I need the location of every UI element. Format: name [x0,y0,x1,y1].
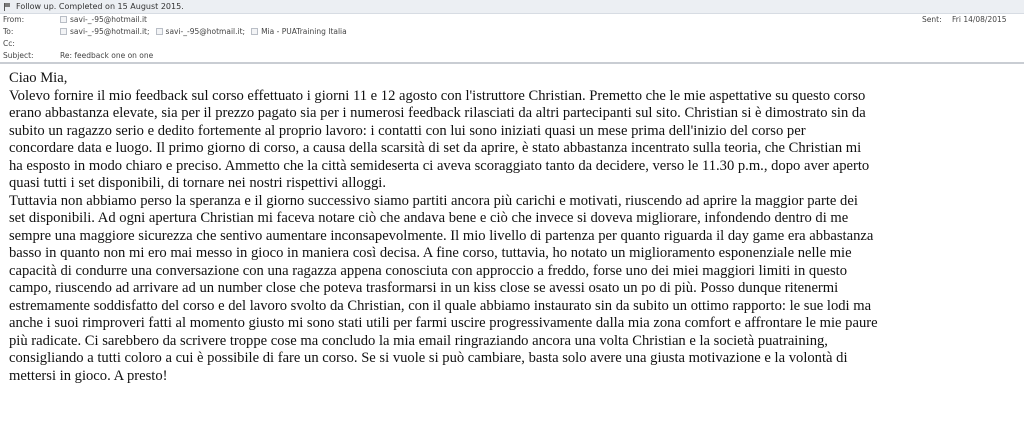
subject-row [3,50,153,61]
message-line: mettersi in gioco. A presto! [9,367,168,384]
message-line: estremamente soddisfatto del corso e del lavoro svolto da Christian, con il quale abbiamo instaurato sin da subito un ottimo rapporto: le sue lodi ma [9,297,872,314]
subject-value: Re: feedback one on one [60,51,154,60]
recipient-address: savi-_-95@hotmail.it; [165,27,246,36]
followup-text: Follow up. Completed on 15 August 2015. [16,2,184,11]
from-row [3,14,153,25]
cc-label: Cc: [3,39,15,48]
sender-contact[interactable] [60,15,147,24]
from-label: From: [3,15,25,24]
message-headers [0,14,1024,62]
message-line: sempre una maggiore sicurezza che sentivo aumentare inconsapevolmente. Il mio livello di partenza per quanto riguarda il day game era abbastanza [9,227,874,244]
contact-icon [60,16,67,23]
message-body [9,70,1021,385]
message-line: Ciao Mia, [9,70,68,86]
contact-icon [60,28,67,35]
message-line: erano abbastanza elevate, sia per il prezzo pagato sia per i numerosi feedback rilasciati da altri partecipanti sul sito. Christian si è dimostrato sin da [9,105,866,121]
sent-row [922,14,1018,25]
message-line: subito un ragazzo serio e dedito fortemente al proprio lavoro: i contatti con lui sono iniziati quasi un mese prima dell'inizio del corso per [9,122,806,139]
sent-label: Sent: [922,15,942,24]
message-line: Volevo fornire il mio feedback sul corso effettuato i giorni 11 e 12 agosto con l'istruttore Christian. Premetto che le mie aspettative su questo corso [9,87,866,104]
message-line: consigliando a tutti coloro a cui è possibile di fare un corso. Se si vuole si può cambiare, basta solo avere una giusta motivazione e la volontà di [9,350,848,366]
recipient-contact[interactable] [60,27,150,36]
sent-date: Fri 14/08/2015 [952,15,1007,24]
message-line: concordare data e luogo. Il primo giorno di corso, a causa della scarsità di set da aprire, è stato abbastanza incentrato sulla teoria, che Christian mi [9,140,862,156]
message-line: anche i suoi rimproveri fatti al momento giusto mi sono stati utili per farmi uscire progressivamente dalla mia zona comfort e affrontare le mie paure [9,315,878,331]
message-line: più radicate. Ci sarebbero da scrivere troppe cose ma concludo la mia email ringraziando ancora una volta Christian e la società puatraining, [9,332,828,349]
followup-bar [0,0,1024,14]
message-line: basso in quanto non mi ero mai messo in gioco in maniera così decisa. A fine corso, tuttavia, ho notato un miglioramento esponenziale nelle mie [9,245,852,261]
message-line: capacità di condurre una conversazione con una ragazza appena conosciuta con approccio a freddo, forse uno dei miei maggiori limiti in questo [9,262,847,279]
subject-label: Subject: [3,51,34,60]
contact-icon [251,28,258,35]
message-line: ha esposto in modo chiaro e preciso. Ammetto che la città semideserta ci aveva scoraggiato tanto da decidere, verso le 11.30 p.m., dopo aver aperto [9,157,870,174]
cc-row [3,38,60,49]
recipient-address: savi-_-95@hotmail.it; [70,27,150,36]
contact-icon [156,28,163,35]
sender-address: savi-_-95@hotmail.it [70,15,147,24]
to-row [3,26,353,37]
message-line: set disponibili. Ad ogni apertura Christian mi faceva notare ciò che andava bene e ciò che invece si doveva migliorare, infondendo dentro di me [9,210,849,226]
header-divider [0,62,1024,64]
recipient-address: Mia - PUATraining Italia [261,27,347,36]
recipient-contact[interactable] [251,27,347,36]
recipient-contact[interactable] [156,27,246,36]
to-label: To: [3,27,14,36]
message-line: Tuttavia non abbiamo perso la speranza e il giorno successivo siamo partiti ancora più carichi e motivati, riuscendo ad aprire la maggior parte dei [9,192,858,209]
message-line: quasi tutti i set disponibili, di tornare nei nostri rispettivi alloggi. [9,175,386,191]
message-line: campo, riuscendo ad arrivare ad un number close che poteva trasformarsi in un kiss close se avessi osato un po di più. Posso dunque ritenermi [9,280,839,296]
flag-icon [3,3,11,11]
